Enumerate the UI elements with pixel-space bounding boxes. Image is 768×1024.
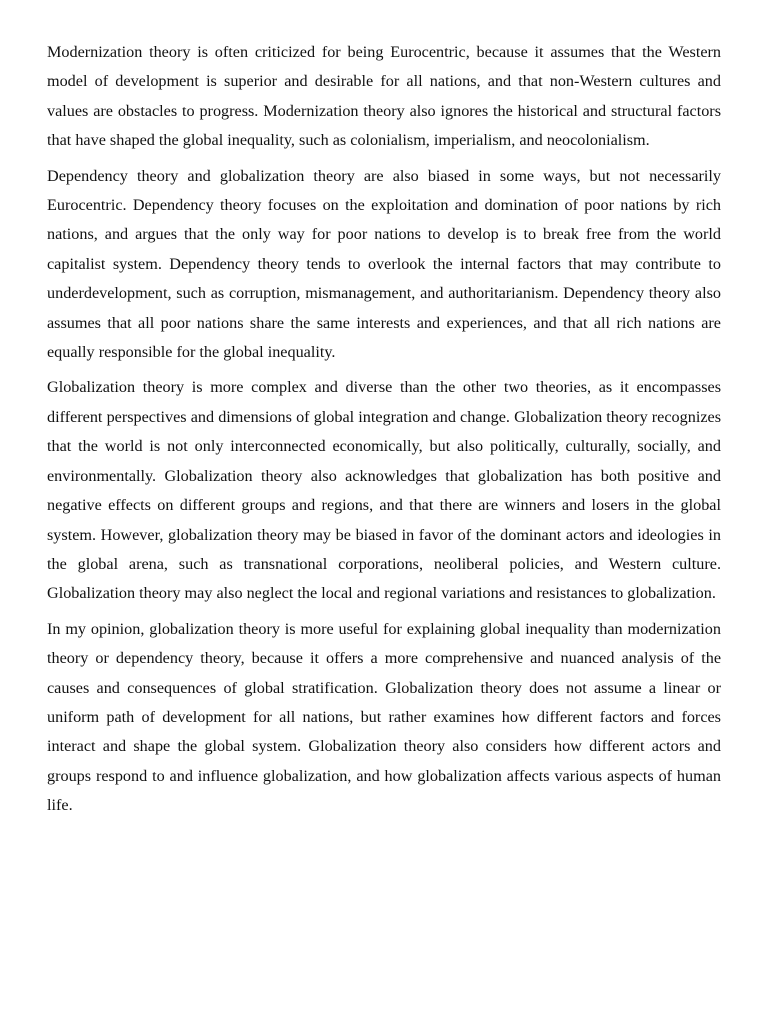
document-body bbox=[47, 38, 721, 827]
paragraph-dependency-globalization-bias: Dependency theory and globalization theory are also biased in some ways, but not necessarily Eurocentric. Dependency theory focuses on the exploitation and domination of poor nations by rich nations, and argues that the only way for poor nations to develop is to break free from the world capitalist system. Dependency theory tends to overlook the internal factors that may contribute to underdevelopment, such as corruption, mismanagement, and authoritarianism. Dependency theory also assumes that all poor nations share the same interests and experiences, and that all rich nations are equally responsible for the global inequality. bbox=[47, 166, 721, 362]
paragraph-modernization-critique: Modernization theory is often criticized for being Eurocentric, because it assumes that the Western model of development is superior and desirable for all nations, and that non-Western cultures and values are obstacles to progress. Modernization theory also ignores the historical and structural factors that have shaped the global inequality, such as colonialism, imperialism, and neocolonialism. bbox=[47, 43, 721, 150]
paragraph-opinion: In my opinion, globalization theory is more useful for explaining global inequality than modernization theory or dependency theory, because it offers a more comprehensive and nuanced analysis of the causes and consequences of global stratification. Globalization theory does not assume a linear or uniform path of development for all nations, but rather examines how different factors and forces interact and shape the global system. Globalization theory also considers how different actors and groups respond to and influence globalization, and how globalization affects various aspects of human life. bbox=[47, 619, 721, 815]
paragraph-globalization-theory: Globalization theory is more complex and diverse than the other two theories, as it encompasses different perspectives and dimensions of global integration and change. Globalization theory recognizes that the world is not only interconnected economically, but also politically, culturally, socially, and environmentally. Globalization theory also acknowledges that globalization has both positive and negative effects on different groups and regions, and that there are winners and losers in the global system. However, globalization theory may be biased in favor of the dominant actors and ideologies in the global arena, such as transnational corporations, neoliberal policies, and Western culture. Globalization theory may also neglect the local and regional variations and resistances to globalization. bbox=[47, 378, 721, 603]
